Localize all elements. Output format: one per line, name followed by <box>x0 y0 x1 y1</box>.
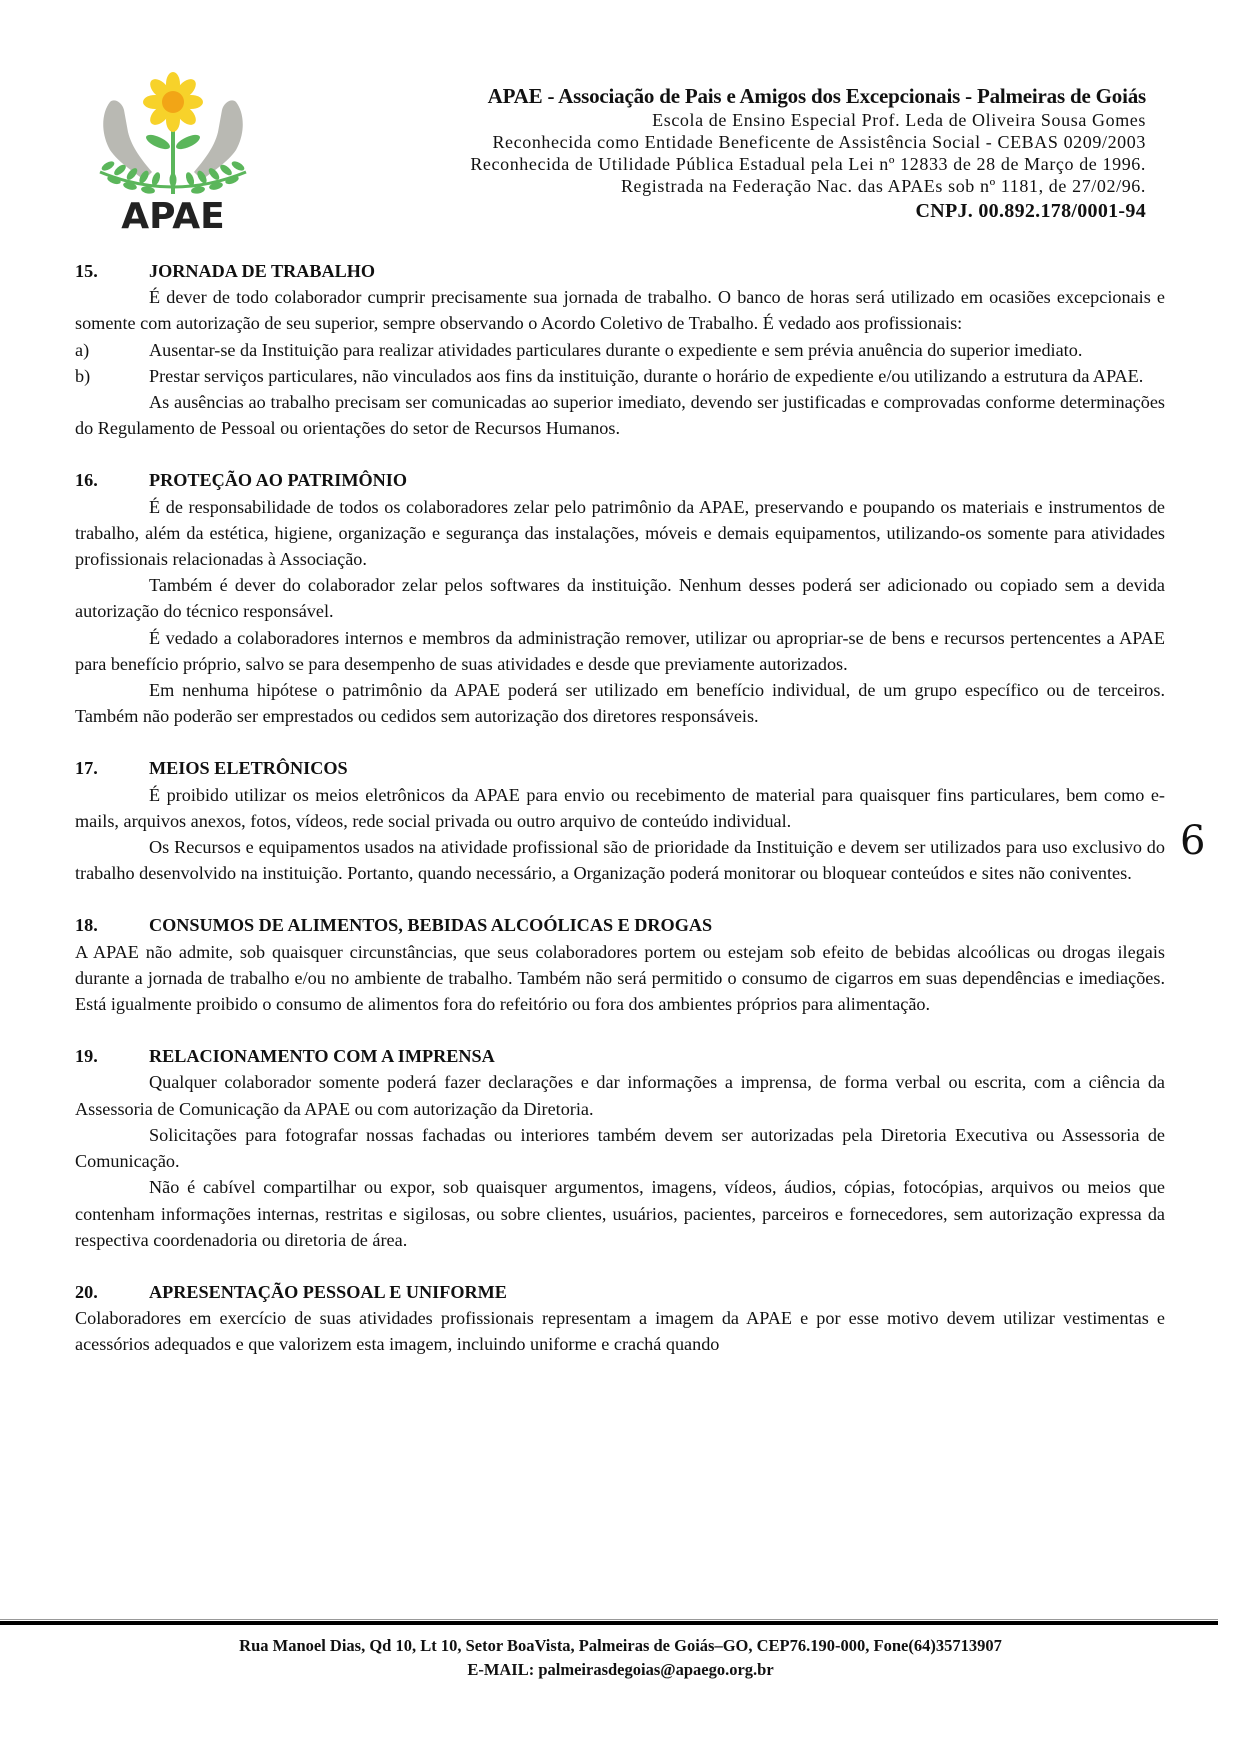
letterhead-line: Escola de Ensino Especial Prof. Leda de Oliveira Sousa Gomes <box>652 110 1146 130</box>
letterhead-line: Registrada na Federação Nac. das APAEs sob nº 1181, de 27/02/96. <box>620 176 1146 196</box>
section-number: 20. <box>75 1281 98 1302</box>
list-item <box>75 363 1165 389</box>
paragraph: Colaboradores em exercício de suas atividades profissionais representam a imagem da APAE e por esse motivo devem utilizar vestimentas e acessórios adequados e que valorizem esta imagem, incluindo uniforme e crachá quando <box>75 1308 1165 1355</box>
section-number: 17. <box>75 758 98 779</box>
section-number: 16. <box>75 470 98 491</box>
section-20 <box>75 1279 1165 1358</box>
page-number: 6 <box>1180 818 1206 864</box>
section-19 <box>75 1043 1165 1253</box>
section-title: JORNADA DE TRABALHO <box>149 261 376 281</box>
section-title: RELACIONAMENTO COM A IMPRENSA <box>149 1046 495 1067</box>
section-number: 15. <box>75 261 98 281</box>
paragraph: É vedado a colaboradores internos e membros da administração remover, utilizar ou apropriar-se de bens e recursos pertencentes a APAE para benefício próprio, salvo se para desempenho de suas atividades e desde que previamente autorizados. <box>75 627 1165 674</box>
section-heading <box>75 755 1165 781</box>
paragraph: É dever de todo colaborador cumprir precisamente sua jornada de trabalho. O banco de horas será utilizado em ocasiões excepcionais e somente com autorização de seu superior, sempre observando o Acordo Coletivo de Trabalho. É vedado aos profissionais: <box>75 287 1165 334</box>
footer-address: Rua Manoel Dias, Qd 10, Lt 10, Setor BoaVista, Palmeiras de Goiás–GO, CEP76.190-000, Fone(64)35713907 <box>239 1636 1002 1655</box>
section-number: 18. <box>75 915 98 936</box>
footer-divider-shadow <box>0 1619 1218 1620</box>
section-heading <box>75 912 1165 938</box>
section-16 <box>75 467 1165 729</box>
paragraph: Não é cabível compartilhar ou expor, sob quaisquer argumentos, imagens, vídeos, áudios, cópias, fotocópias, arquivos ou meios que contenham informações internas, restritas e sigilosas, ou sobre clientes, usuários, pacientes, parceiros e fornecedores, sem autorização expressa da respectiva coordenadoria ou diretoria de área. <box>75 1177 1165 1250</box>
document-body <box>75 258 1165 1384</box>
section-17 <box>75 755 1165 886</box>
section-heading <box>75 258 1165 284</box>
paragraph: Os Recursos e equipamentos usados na atividade profissional são de prioridade da Instituição e devem ser utilizados para uso exclusivo do trabalho desenvolvido na instituição. Portanto, quando necessário, a Organização poderá monitorar ou bloquear conteúdos e sites não coniventes. <box>75 837 1165 884</box>
footer <box>0 1634 1241 1682</box>
paragraph: Em nenhuma hipótese o patrimônio da APAE poderá ser utilizado em benefício individual, de um grupo específico ou de terceiros. Também não poderão ser emprestados ou cedidos sem autorização dos diretores responsáveis. <box>75 680 1165 727</box>
section-number: 19. <box>75 1046 98 1067</box>
footer-email: E-MAIL: palmeirasdegoias@apaego.org.br <box>467 1660 774 1679</box>
list-item-text: Prestar serviços particulares, não vinculados aos fins da instituição, durante o horário de expediente e/ou utilizando a estrutura da APAE. <box>149 365 1144 386</box>
apae-logo <box>88 62 258 232</box>
paragraph: A APAE não admite, sob quaisquer circunstâncias, que seus colaboradores portem ou estejam sob efeito de bebidas alcoólicas ou drogas ilegais durante a jornada de trabalho e/ou no ambiente de trabalho. Também não será permitido o consumo de cigarros em suas dependências e imediações. Está igualmente proibido o consumo de alimentos fora do refeitório ou fora dos ambientes próprios para alimentação. <box>75 941 1165 1015</box>
section-title: MEIOS ELETRÔNICOS <box>149 758 348 779</box>
section-title: PROTEÇÃO AO PATRIMÔNIO <box>149 470 407 491</box>
paragraph: Também é dever do colaborador zelar pelos softwares da instituição. Nenhum desses poderá ser adicionado ou copiado sem a devida autorização do técnico responsável. <box>75 575 1165 622</box>
section-18 <box>75 912 1165 1017</box>
paragraph: É proibido utilizar os meios eletrônicos da APAE para envio ou recebimento de material para quaisquer fins particulares, bem como e-mails, arquivos anexos, fotos, vídeos, rede social privada ou outro arquivo de conteúdo individual. <box>75 784 1165 831</box>
paragraph: As ausências ao trabalho precisam ser comunicadas ao superior imediato, devendo ser justificadas e comprovadas conforme determinações do Regulamento de Pessoal ou orientações do setor de Recursos Humanos. <box>75 392 1165 439</box>
section-heading <box>75 467 1165 493</box>
letterhead <box>270 84 1146 224</box>
sunflower-icon <box>143 72 203 132</box>
section-heading <box>75 1043 1165 1069</box>
list-item <box>75 337 1165 363</box>
paragraph: Solicitações para fotografar nossas fachadas ou interiores também devem ser autorizadas pela Diretoria Executiva ou Assessoria de Comunicação. <box>75 1124 1165 1172</box>
list-item-text: Ausentar-se da Instituição para realizar atividades particulares durante o expediente e sem prévia anuência do superior imediato. <box>149 339 1083 360</box>
list-marker: a) <box>75 339 90 360</box>
section-15 <box>75 258 1165 441</box>
paragraph: Qualquer colaborador somente poderá fazer declarações e dar informações a imprensa, de forma verbal ou escrita, com a ciência da Assessoria de Comunicação da APAE ou com autorização da Diretoria. <box>75 1072 1165 1119</box>
letterhead-line: Reconhecida de Utilidade Pública Estadual pela Lei nº 12833 de 28 de Março de 1996. <box>470 154 1146 174</box>
letterhead-line: Reconhecida como Entidade Beneficente de Assistência Social - CEBAS 0209/2003 <box>492 132 1146 152</box>
logo-text: APAE <box>121 196 225 232</box>
paragraph: É de responsabilidade de todos os colaboradores zelar pelo patrimônio da APAE, preservando e poupando os materiais e instrumentos de trabalho, além da estética, higiene, organização e segurança das instalações, móveis e demais equipamentos, utilizando-os somente para atividades profissionais relacionadas à Associação. <box>75 496 1165 570</box>
section-title: APRESENTAÇÃO PESSOAL E UNIFORME <box>149 1281 507 1302</box>
footer-divider <box>0 1621 1218 1625</box>
section-heading <box>75 1279 1165 1305</box>
list-marker: b) <box>75 365 91 386</box>
cnpj: CNPJ. 00.892.178/0001-94 <box>915 200 1146 222</box>
section-title: CONSUMOS DE ALIMENTOS, BEBIDAS ALCOÓLICAS E DROGAS <box>149 915 713 936</box>
organization-name: APAE - Associação de Pais e Amigos dos Excepcionais - Palmeiras de Goiás <box>487 84 1146 108</box>
